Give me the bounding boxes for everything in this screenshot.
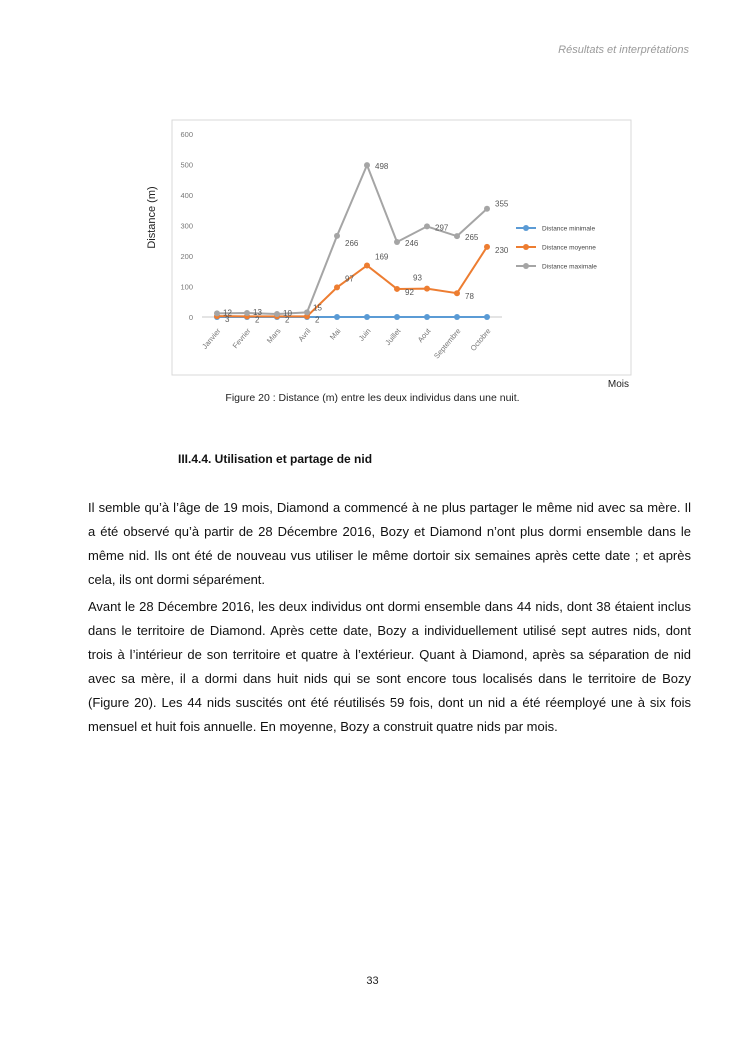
legend-label: Distance minimale	[542, 225, 596, 233]
data-label: 2	[285, 315, 290, 325]
data-point	[364, 162, 370, 168]
data-label: 246	[405, 238, 419, 248]
data-point	[424, 314, 430, 320]
data-point	[484, 314, 490, 320]
x-tick-label: Aout	[415, 326, 433, 345]
data-point	[334, 284, 340, 290]
y-tick-label: 200	[180, 252, 193, 261]
data-label: 265	[465, 233, 479, 243]
data-label: 230	[495, 245, 509, 255]
data-point	[454, 233, 460, 239]
y-axis-title: Distance (m)	[146, 186, 158, 249]
x-tick-label: Mai	[327, 326, 343, 342]
legend-swatch-marker	[523, 225, 529, 231]
data-label: 2	[315, 315, 320, 325]
legend-label: Distance moyenne	[542, 244, 596, 252]
x-tick-label: Mars	[264, 326, 283, 346]
data-label: 297	[435, 223, 449, 233]
data-point	[274, 311, 280, 317]
data-label: 498	[375, 162, 389, 172]
data-label: 10	[283, 308, 292, 318]
data-point	[244, 310, 250, 316]
data-point	[394, 286, 400, 292]
paragraph-1: Il semble qu’à l’âge de 19 mois, Diamond a commencé à ne plus partager le même nid avec sa mère. Il a été observé qu’à partir de 28 Décembre 2016, Bozy et Diamond n’ont plus dormi ensemble dans le même nid. Ils ont été de nouveau vus utiliser le même dortoir six semaines après cette date ; et après cela, ils ont dormi séparément.	[88, 500, 691, 587]
figure-caption: Figure 20 : Distance (m) entre les deux individus dans une nuit.	[225, 392, 520, 404]
data-label: 13	[253, 308, 262, 318]
y-tick-label: 100	[180, 282, 193, 292]
data-label: 15	[313, 303, 322, 313]
x-tick-label: Juillet	[383, 326, 403, 347]
x-tick-label: Fevrier	[230, 326, 253, 351]
data-point	[454, 314, 460, 320]
data-point	[304, 309, 310, 315]
data-label: 169	[375, 252, 389, 262]
data-label: 93	[413, 273, 422, 283]
y-tick-label: 500	[180, 160, 193, 170]
data-point	[364, 262, 370, 268]
data-label: 266	[345, 238, 359, 248]
y-tick-label: 400	[180, 191, 193, 200]
data-point	[334, 233, 340, 239]
x-axis-title: Mois	[607, 379, 629, 390]
x-tick-label: Janvier	[200, 326, 223, 351]
data-label: 355	[495, 199, 509, 209]
data-point	[424, 223, 430, 229]
data-point	[394, 314, 400, 320]
data-label: 97	[345, 274, 354, 284]
running-header: Résultats et interprétations	[558, 44, 689, 56]
data-point	[214, 310, 220, 316]
data-point	[364, 314, 370, 320]
data-label: 3	[225, 315, 230, 325]
x-tick-label: Septembre	[432, 326, 463, 361]
y-tick-label: 300	[180, 221, 193, 231]
x-tick-label: Octobre	[468, 326, 493, 353]
legend-swatch-marker	[523, 263, 529, 269]
data-label: 78	[465, 292, 474, 302]
data-label: 12	[223, 308, 232, 318]
paragraph-2: Avant le 28 Décembre 2016, les deux individus ont dormi ensemble dans 44 nids, dont 38 étaient inclus dans le territoire de Diamond. Après cette date, Bozy a individuellement utilisé sept autres nids, dont trois à l’intérieur de son territoire et quatre à l’extérieur. Quant à Diamond, après sa séparation de nid avec sa mère, il a dormi dans huit nids qui se sont encore tous localisés dans le territoire de Bozy (Figure 20). Les 44 nids suscités ont été réutilisés 59 fois, dont un nid a été réemployé une à six fois mensuel et huit fois annuelle. En moyenne, Bozy a construit quatre nids par mois.	[88, 599, 691, 734]
y-tick-label: 0	[188, 313, 193, 322]
data-point	[334, 314, 340, 320]
distance-chart	[140, 115, 640, 395]
data-point	[484, 206, 490, 212]
data-point	[424, 286, 430, 292]
chart-svg	[140, 115, 640, 395]
data-label: 92	[405, 287, 414, 297]
y-tick-label: 600	[180, 130, 193, 139]
legend-swatch-marker	[523, 244, 529, 250]
legend-label: Distance maximale	[542, 263, 597, 271]
section-title: III.4.4. Utilisation et partage de nid	[178, 452, 373, 466]
data-point	[454, 290, 460, 296]
body-text	[88, 496, 691, 742]
data-point	[484, 244, 490, 250]
x-tick-label: Avril	[296, 326, 313, 344]
x-tick-label: Juin	[356, 326, 373, 343]
data-point	[394, 239, 400, 245]
data-label: 2	[255, 315, 260, 325]
page-number: 33	[366, 975, 379, 987]
